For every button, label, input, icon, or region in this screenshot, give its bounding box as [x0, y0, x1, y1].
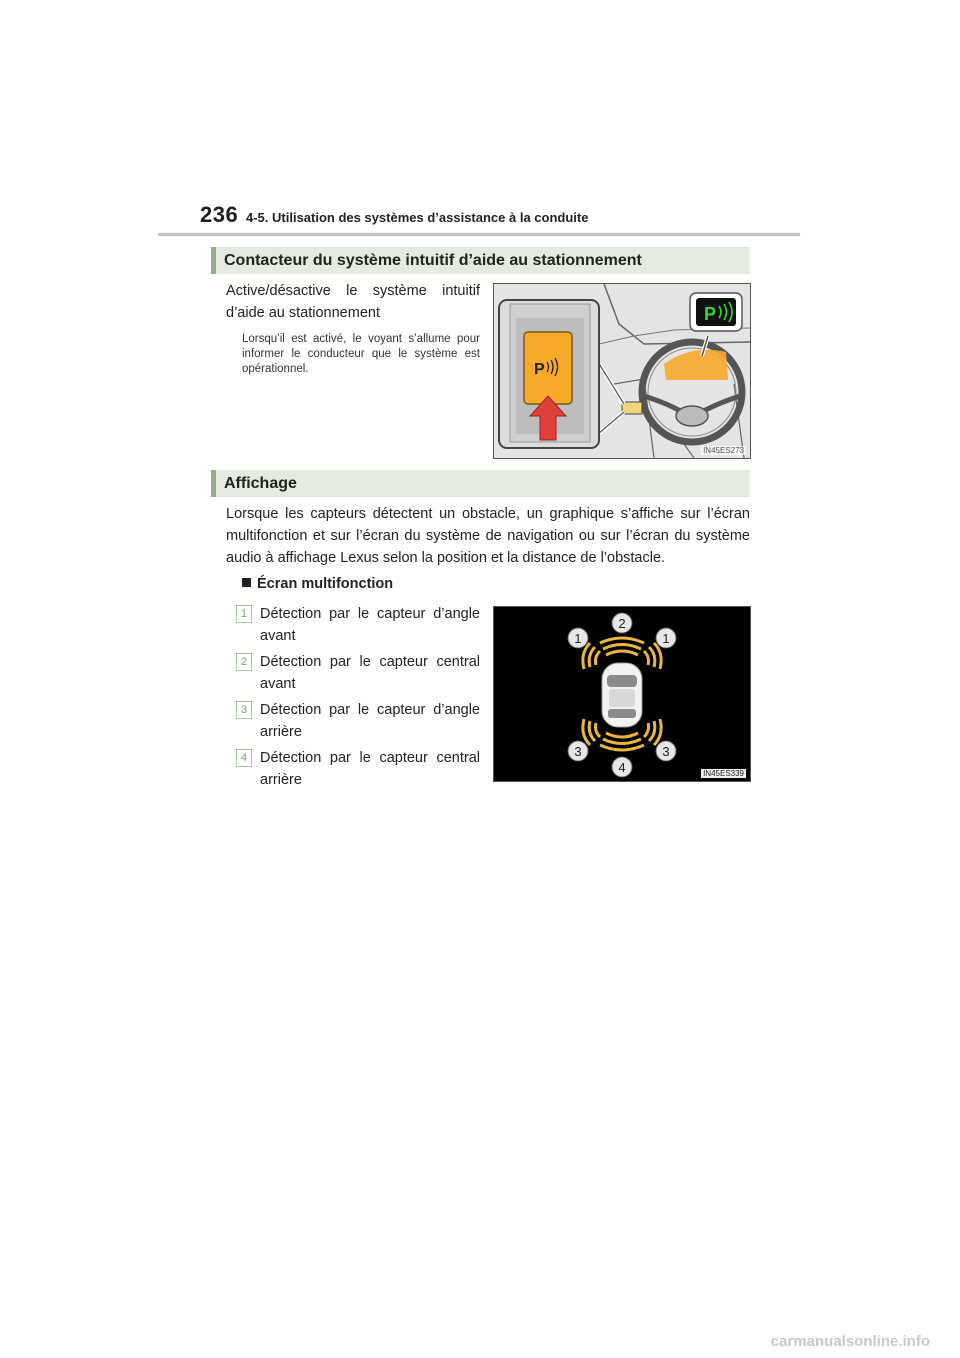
switch-description: Active/désactive le système intuitif d’aide au stationnement: [226, 283, 480, 321]
list-item: [236, 747, 480, 791]
sensor-display-illustration: [493, 606, 751, 782]
display-description: Lorsque les capteurs détectent un obstacle, un graphique s’affiche sur l’écran multifonction et sur l’écran du système de navigation ou sur l’écran du système audio à affichage Lexus selon la position et la distance de l’obstacle.: [226, 506, 750, 566]
item-text: Détection par le capteur d’angle arrière: [260, 702, 480, 740]
item-text: Détection par le capteur central arrière: [260, 750, 480, 788]
sensor-label: 3: [662, 744, 670, 759]
item-number: 1: [236, 605, 252, 623]
site-watermark: carmanualsonline.info: [770, 1333, 930, 1350]
switch-illustration: [493, 283, 751, 459]
chapter-title: 4-5. Utilisation des systèmes d’assistance à la conduite: [246, 210, 589, 225]
sensor-label: 1: [662, 631, 670, 646]
sensor-label: 2: [618, 616, 626, 631]
switch-note: Lorsqu’il est activé, le voyant s’allume pour informer le conducteur que le système est opérationnel.: [242, 333, 480, 375]
item-number: 4: [236, 749, 252, 767]
svg-text:P: P: [534, 361, 545, 378]
switch-illustration-drawing: [494, 284, 750, 458]
page-number: 236: [200, 202, 239, 227]
sensor-label: 3: [574, 744, 582, 759]
subheading-multi-display: [242, 576, 393, 592]
list-item: [236, 699, 480, 743]
item-number: 3: [236, 701, 252, 719]
bullet-square: [242, 578, 251, 587]
item-number: 2: [236, 653, 252, 671]
figure-code-switch: IN45ES273: [703, 446, 744, 455]
header-divider: [158, 233, 800, 236]
item-text: Détection par le capteur d’angle avant: [260, 606, 480, 644]
section-heading-switch: Contacteur du système intuitif d’aide au stationnement: [211, 247, 750, 274]
sensor-display-drawing: [494, 607, 750, 781]
figure-code-display: IN45ES339: [703, 769, 744, 778]
item-text: Détection par le capteur central avant: [260, 654, 480, 692]
sensor-label: 4: [618, 760, 626, 775]
list-item: [236, 651, 480, 695]
section-heading-display: Affichage: [211, 470, 750, 497]
svg-text:P: P: [704, 304, 717, 324]
subheading-text: Écran multifonction: [257, 576, 394, 592]
sensor-label: 1: [574, 631, 582, 646]
list-item: [236, 603, 480, 647]
